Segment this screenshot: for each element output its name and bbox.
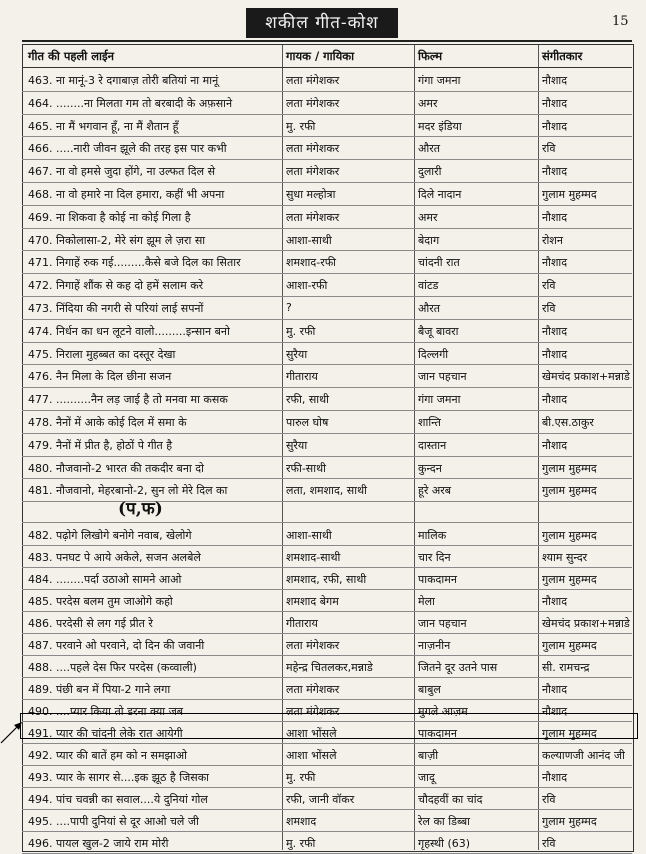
music-director: रवि [542,142,556,156]
table-row [22,182,632,206]
film-name: गंगा जमना [418,74,461,87]
singer-name: लता मंगेशकर [286,165,340,179]
song-line: 473. निंदिया की नगरी से परियां लाई सपनों [28,302,204,315]
song-line: 476. नैन मिला के दिल छीना सजन [28,370,172,384]
singer-name: शमशाद [286,815,317,828]
film-name: बैजू बावरा [418,324,459,338]
arrow-icon [0,718,24,744]
table-row [22,831,632,854]
singer-name: आशा भोंसले [286,749,337,762]
song-line: 475. निराला मुहब्बत का दस्तूर देखा [28,347,176,361]
music-director: रवि [542,279,556,293]
singer-name: सुरैया [286,438,308,452]
film-name: मालिक [418,529,447,542]
song-line: 495. ....पापी दुनियां से दूर आओ चले जी [28,815,199,828]
music-director: गुलाम मुहम्मद [542,727,597,740]
table-row [22,809,632,832]
film-name: अमर [418,96,438,110]
singer-name: मु. रफी [286,119,316,133]
film-name: दुलारी [418,165,442,179]
film-name: मदर इंडिया [418,119,462,133]
song-line: 467. ना वो हमसे जुदा होंगे, ना उल्फत दिल से [28,165,216,179]
film-name: दिले नादान [418,188,462,201]
section-label: (प,फ) [118,499,163,519]
film-name: औरत [418,142,441,156]
film-name: हूरे अरब [418,484,452,498]
table-row [22,611,632,634]
singer-name: मु. रफी [286,771,316,784]
music-director: रवि [542,793,556,806]
singer-name: सुधा मल्होत्रा [286,188,336,201]
singer-name: गीताराय [286,617,318,630]
table-row [22,523,632,546]
singer-name: महेन्द्र चितलकर,मन्नाडे [286,661,373,674]
song-line: 484. ........पर्दा उठाओ सामने आओ [28,573,182,586]
singer-name: शमशाद-रफी [286,256,337,270]
singer-name: लता मंगेशकर [286,96,340,110]
music-director: नौशाद [542,324,568,338]
film-name: गृहस्थी (63) [418,837,471,850]
music-director: गुलाम मुहम्मद [542,188,597,201]
song-line: 463. ना मानूं-3 रे दगाबाज़ तोरी बतियां ना मानूं [28,74,219,87]
film-name: बाज़ी [418,749,439,762]
song-line: 485. परदेस बलम तुम जाओगे कहो [28,595,173,608]
song-line: 482. पढ़ोगे लिखोगे बनोगे नवाब, खेलोगे [28,529,192,542]
table-row [22,433,632,457]
table-row [22,296,632,320]
singer-name: लता मंगेशकर [286,74,340,87]
song-line: 488. ....पहले देस फिर परदेस (कव्वाली) [28,661,197,674]
music-director: नौशाद [542,393,568,407]
song-line: 486. परदेसी से लग गई प्रीत रे [28,617,153,630]
music-director: नौशाद [542,771,568,784]
singer-name: लता मंगेशकर [286,683,340,696]
film-name: बेदाग [418,233,440,247]
table-row [22,456,632,480]
table-row [22,787,632,810]
song-line: 480. नौजवानो-2 भारत की तकदीर बना दो [28,461,204,475]
film-name: पाकदामन [418,727,457,740]
singer-name: सुरैया [286,347,308,361]
singer-name: मु. रफी [286,837,316,850]
song-line: 469. ना शिकवा है कोई ना कोई गिला है [28,210,191,224]
film-name: अमर [418,210,438,224]
music-director: नौशाद [542,705,568,718]
music-director: श्याम सुन्दर [542,551,588,564]
film-name: जान पहचान [418,617,467,630]
table-row [22,68,632,92]
music-director: गुलाम मुहम्मद [542,529,597,542]
music-director: रवि [542,837,556,850]
music-director: गुलाम मुहम्मद [542,573,597,586]
music-director: खेमचंद प्रकाश+मन्नाडे [542,617,630,630]
film-name: वांटड [418,279,439,293]
song-line: 489. पंछी बन में पिया-2 गाने लगा [28,683,171,696]
film-name: रेल का डिब्बा [418,815,470,828]
table-row [22,136,632,160]
song-line: 472. निगाहें शौंक से कह दो हमें सलाम करे [28,279,204,293]
song-line: 491. प्यार की चांदनी लेके रात आयेगी [28,727,183,740]
singer-name: पारुल घोष [286,416,329,429]
song-line: 465. ना मैं भगवान हूँ, ना मैं शैतान हूँ [28,119,179,133]
highlight-box [20,713,638,739]
singer-name: लता मंगेशकर [286,705,340,718]
song-line: 477. ..........नैन लड़ जाई है तो मनवा मा कसक [28,393,228,407]
film-name: कुन्दन [418,461,442,475]
song-line: 466. .....नारी जीवन झूले की तरह इस पार कभी [28,142,227,156]
table-header [22,45,632,68]
table-row [22,159,632,183]
music-director: नौशाद [542,96,568,110]
music-director: कल्याणजी आनंद जी [542,749,625,762]
table-row [22,410,632,434]
music-director: खेमचंद प्रकाश+मन्नाडे [542,370,630,384]
table-row [22,589,632,612]
table-row [22,743,632,766]
song-line: 492. प्यार की बातें हम को न समझाओ [28,749,187,762]
film-name: चार दिन [418,551,451,564]
singer-name: मु. रफी [286,324,316,338]
film-name: दास्तान [418,438,447,452]
column-header-singer: गायक / गायिका [286,49,355,63]
singer-name: लता मंगेशकर [286,639,340,652]
book-title: शकील गीत-कोश [246,8,398,38]
singer-name: रफी, जानी वॉकर [286,793,355,806]
section-divider [22,492,632,523]
film-name: गंगा जमना [418,393,461,407]
table-row [22,567,632,590]
table-row [22,655,632,678]
song-line: 481. नौजवानो, मेहरबानो-2, सुन लो मेरे दिल का [28,484,228,498]
singer-name: ? [286,301,292,314]
film-name: मुगले आज़म [418,705,468,718]
film-name: औरत [418,302,441,315]
table-row [22,765,632,788]
page-number: 15 [612,14,629,29]
table-row [22,545,632,568]
table-row [22,633,632,656]
table-row [22,387,632,411]
table-row [22,273,632,297]
music-director: रोशन [542,233,563,247]
table-row [22,205,632,229]
singer-name: आशा-रफी [286,279,328,293]
table-row [22,677,632,700]
table-row [22,91,632,115]
table-row [22,342,632,366]
singer-name: लता, शमशाद, साथी [286,484,367,498]
music-director: सी. रामचन्द्र [542,661,590,674]
film-name: शान्ति [418,416,441,429]
song-line: 471. निगाहें रुक गई.........कैसे बजे दिल का सितार [28,256,241,270]
song-line: 464. ........ना मिलता गम तो बरबादी के अफ़साने [28,96,233,110]
song-line: 478. नैनों में आके कोई दिल में समा के [28,416,187,429]
music-director: गुलाम मुहम्मद [542,815,597,828]
music-director: गुलाम मुहम्मद [542,639,597,652]
song-line: 493. प्यार के सागर से....इक झूठ है जिसका [28,771,209,784]
music-director: नौशाद [542,683,568,696]
film-name: चांदनी रात [418,256,460,270]
song-line: 496. पायल खुल-2 जाये राम मोरी [28,837,169,850]
singer-name: आशा भोंसले [286,727,337,740]
music-director: नौशाद [542,256,568,270]
singer-name: रफी-साथी [286,461,326,475]
film-name: चौदहवीं का चांद [418,793,483,806]
table-row [22,114,632,138]
table-row [22,250,632,274]
column-header-film: फिल्म [418,49,443,63]
table-row [22,228,632,252]
singer-name: आशा-साथी [286,529,332,542]
singer-name: शमशाद-साथी [286,551,341,564]
column-header-music-director: संगीतकार [542,49,583,63]
film-name: पाकदामन [418,573,457,586]
song-line: 474. निर्धन का धन लूटने वालो.........इन्सान बनो [28,324,230,338]
music-director: नौशाद [542,438,568,452]
music-director: रवि [542,302,556,315]
singer-name: शमशाद बेगम [286,595,339,608]
film-name: जितने दूर उतने पास [418,661,498,674]
song-line: 468. ना वो हमारे ना दिल हमारा, कहीं भी अपना [28,188,225,201]
song-line: 487. परवाने ओ परवाने, दो दिन की जवानी [28,639,205,652]
singer-name: आशा-साथी [286,233,332,247]
song-line: 470. निकोलासा-2, मेरे संग झूम ले ज़रा सा [28,233,206,247]
song-line: 490. ....प्यार किया तो डरना क्या जब [28,705,184,718]
header-rule [22,40,632,42]
film-name: जान पहचान [418,370,467,384]
film-name: दिल्लगी [418,347,449,361]
music-director: नौशाद [542,165,568,179]
column-header-song: गीत की पहली लाईन [28,49,115,63]
film-name: बाबुल [418,683,441,696]
singer-name: शमशाद, रफी, साथी [286,573,367,586]
table-row [22,364,632,388]
music-director: नौशाद [542,119,568,133]
singer-name: लता मंगेशकर [286,142,340,156]
singer-name: गीताराय [286,370,318,384]
song-line: 494. पांच चवन्नी का सवाल....ये दुनियां गोल [28,793,208,806]
film-name: नाज़नीन [418,639,451,652]
song-line: 483. पनघट पे आये अकेले, सजन अलबेले [28,551,201,564]
film-name: जादू [418,771,435,784]
song-line: 479. नैनों में प्रीत है, होठों पे गीत है [28,438,173,452]
singer-name: रफी, साथी [286,393,329,407]
singer-name: लता मंगेशकर [286,210,340,224]
music-director: गुलाम मुहम्मद [542,484,597,498]
music-director: नौशाद [542,210,568,224]
table-row [22,319,632,343]
music-director: बी.एस.ठाकुर [542,416,594,429]
music-director: नौशाद [542,595,568,608]
music-director: नौशाद [542,347,568,361]
music-director: गुलाम मुहम्मद [542,461,597,475]
music-director: नौशाद [542,74,568,87]
film-name: मेला [418,595,435,608]
